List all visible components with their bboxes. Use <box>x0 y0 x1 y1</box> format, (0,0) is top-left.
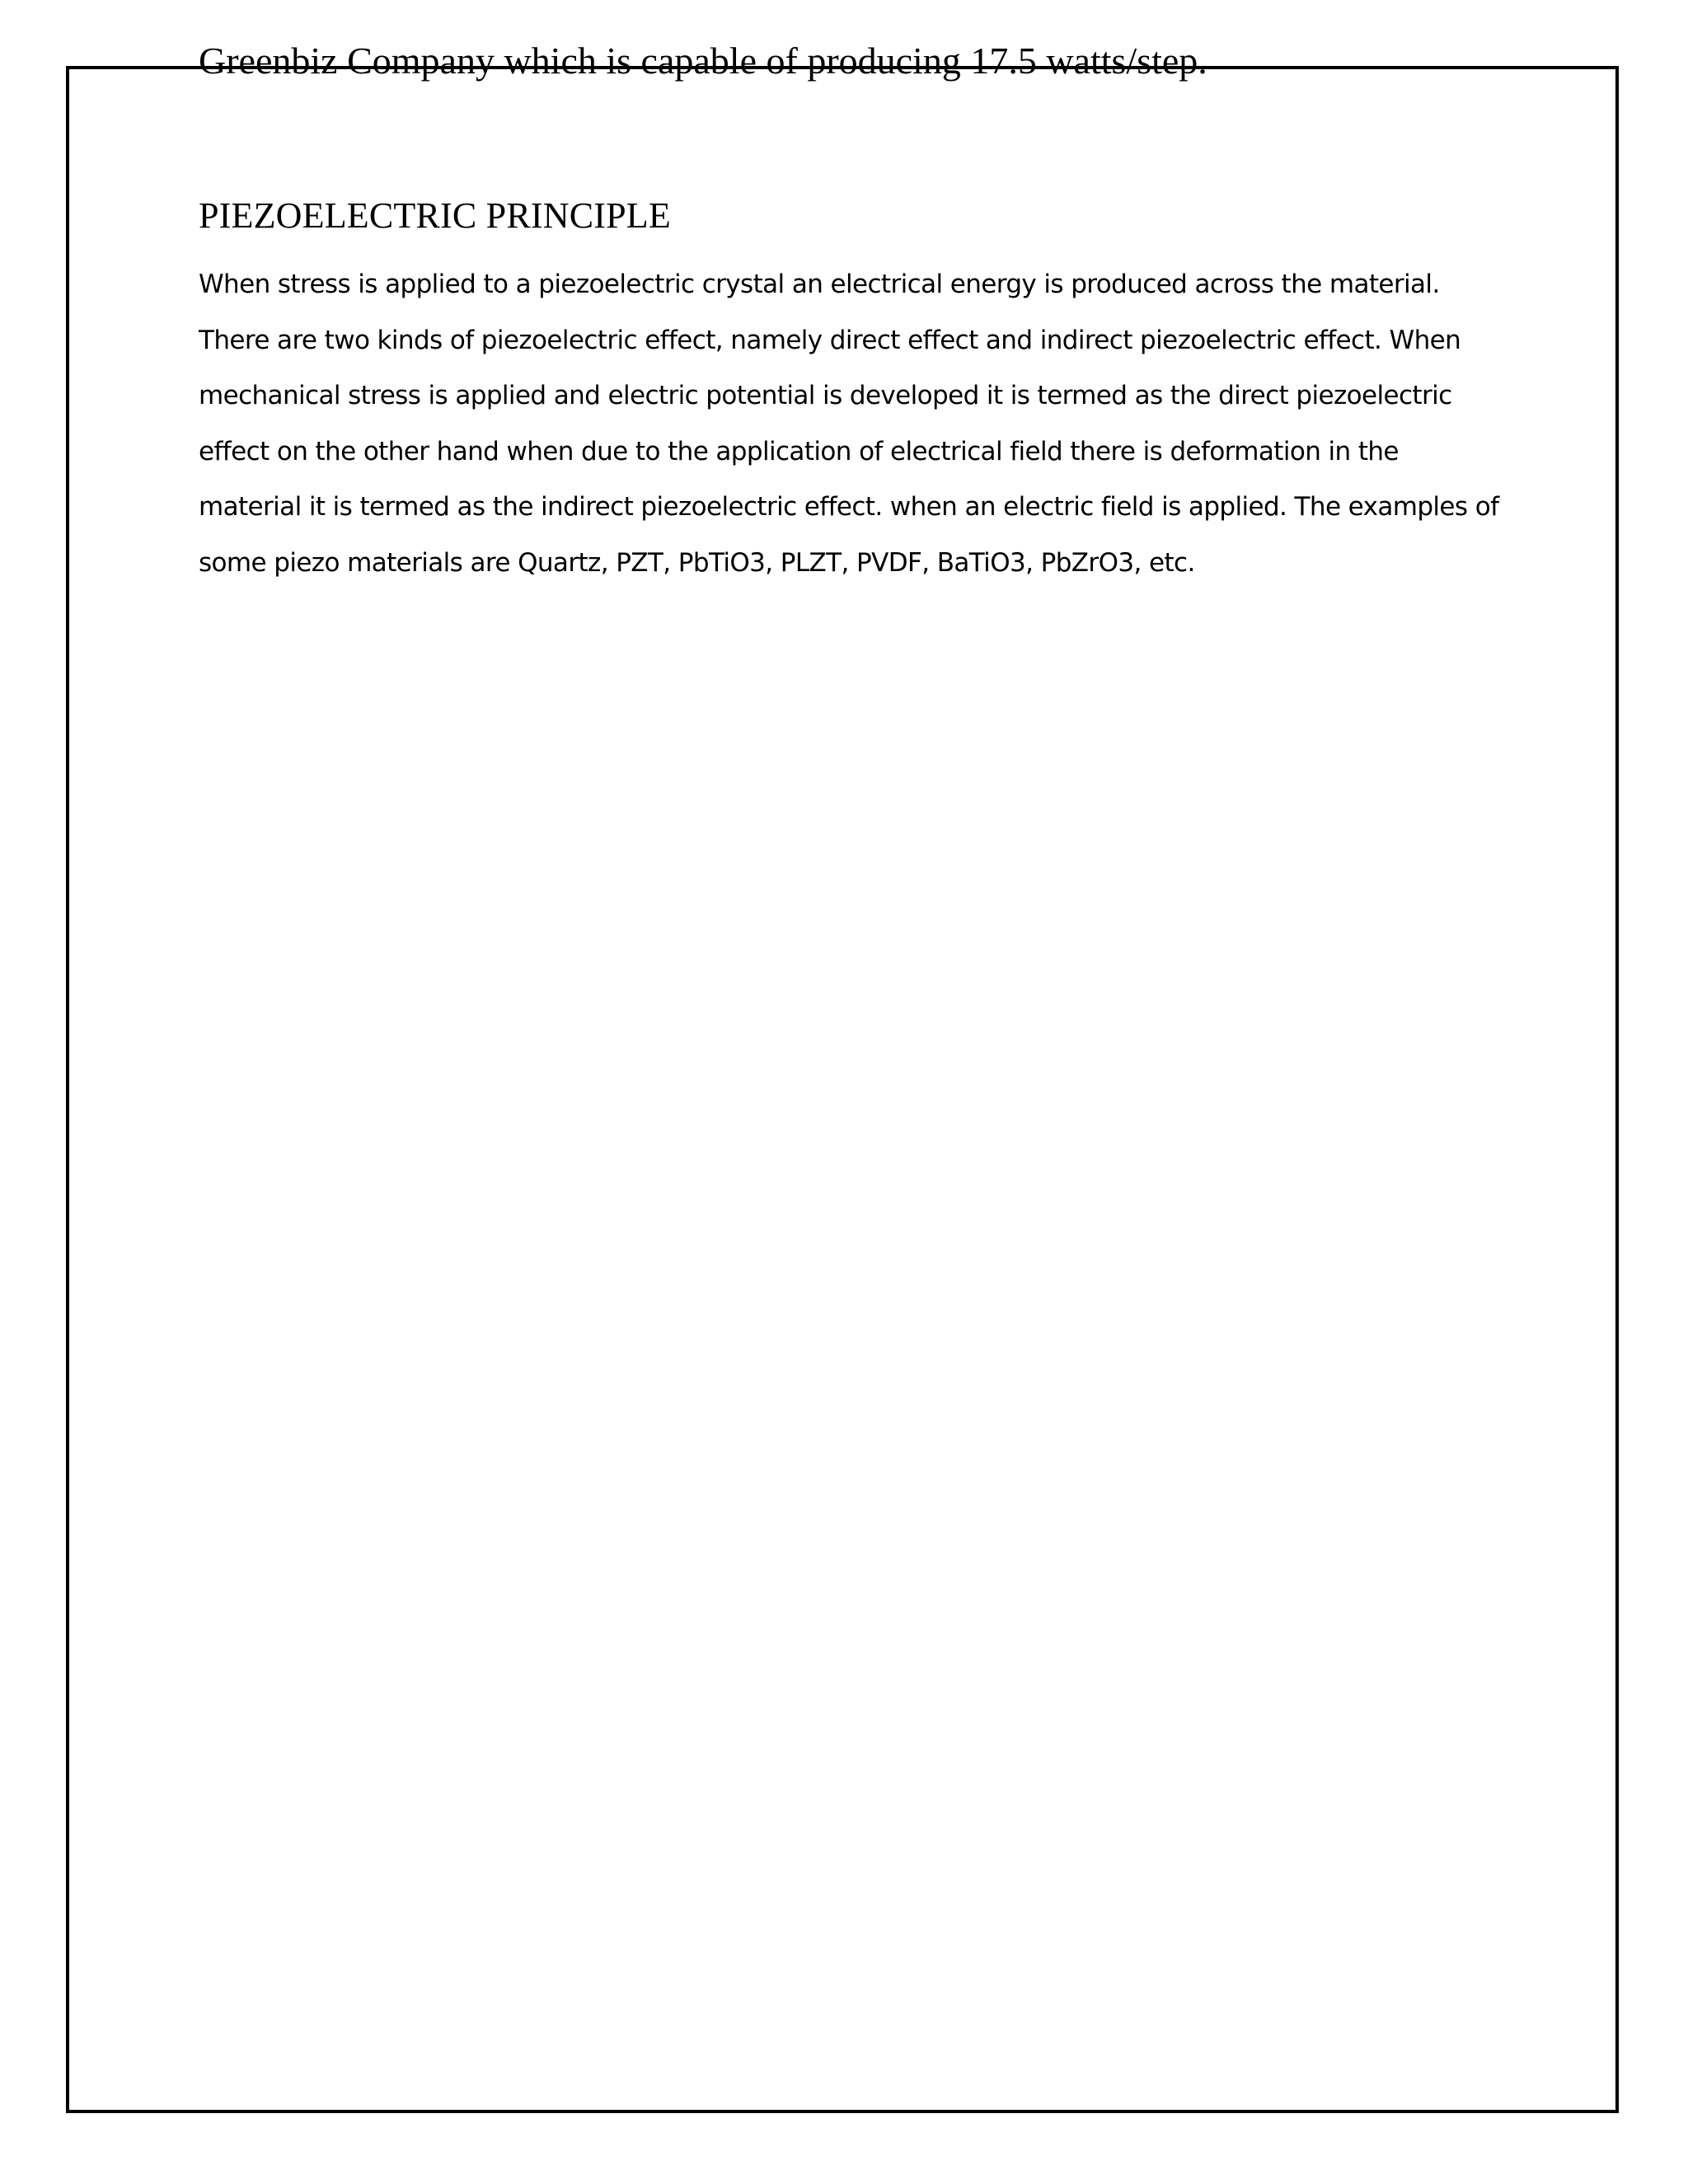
paragraph-line: material it is termed as the indirect piezoelectric effect. when an electric field is applied. The examples of <box>199 492 1499 522</box>
paragraph-line: some piezo materials are Quartz, PZT, PbTiO3, PLZT, PVDF, BaTiO3, PbZrO3, etc. <box>199 547 1195 578</box>
body-paragraph <box>199 257 1499 591</box>
paragraph-line: effect on the other hand when due to the application of electrical field there is deformation in the <box>199 436 1399 466</box>
carryover-text-line: Greenbiz Company which is capable of producing 17.5 watts/step. <box>199 40 1207 82</box>
section-heading: PIEZOELECTRIC PRINCIPLE <box>199 195 671 236</box>
paragraph-line: mechanical stress is applied and electric potential is developed it is termed as the direct piezoelectric <box>199 381 1452 410</box>
paragraph-line: There are two kinds of piezoelectric effect, namely direct effect and indirect piezoelectric effect. When <box>199 325 1461 355</box>
paragraph-line: When stress is applied to a piezoelectric crystal an electrical energy is produced across the material. <box>199 269 1440 299</box>
